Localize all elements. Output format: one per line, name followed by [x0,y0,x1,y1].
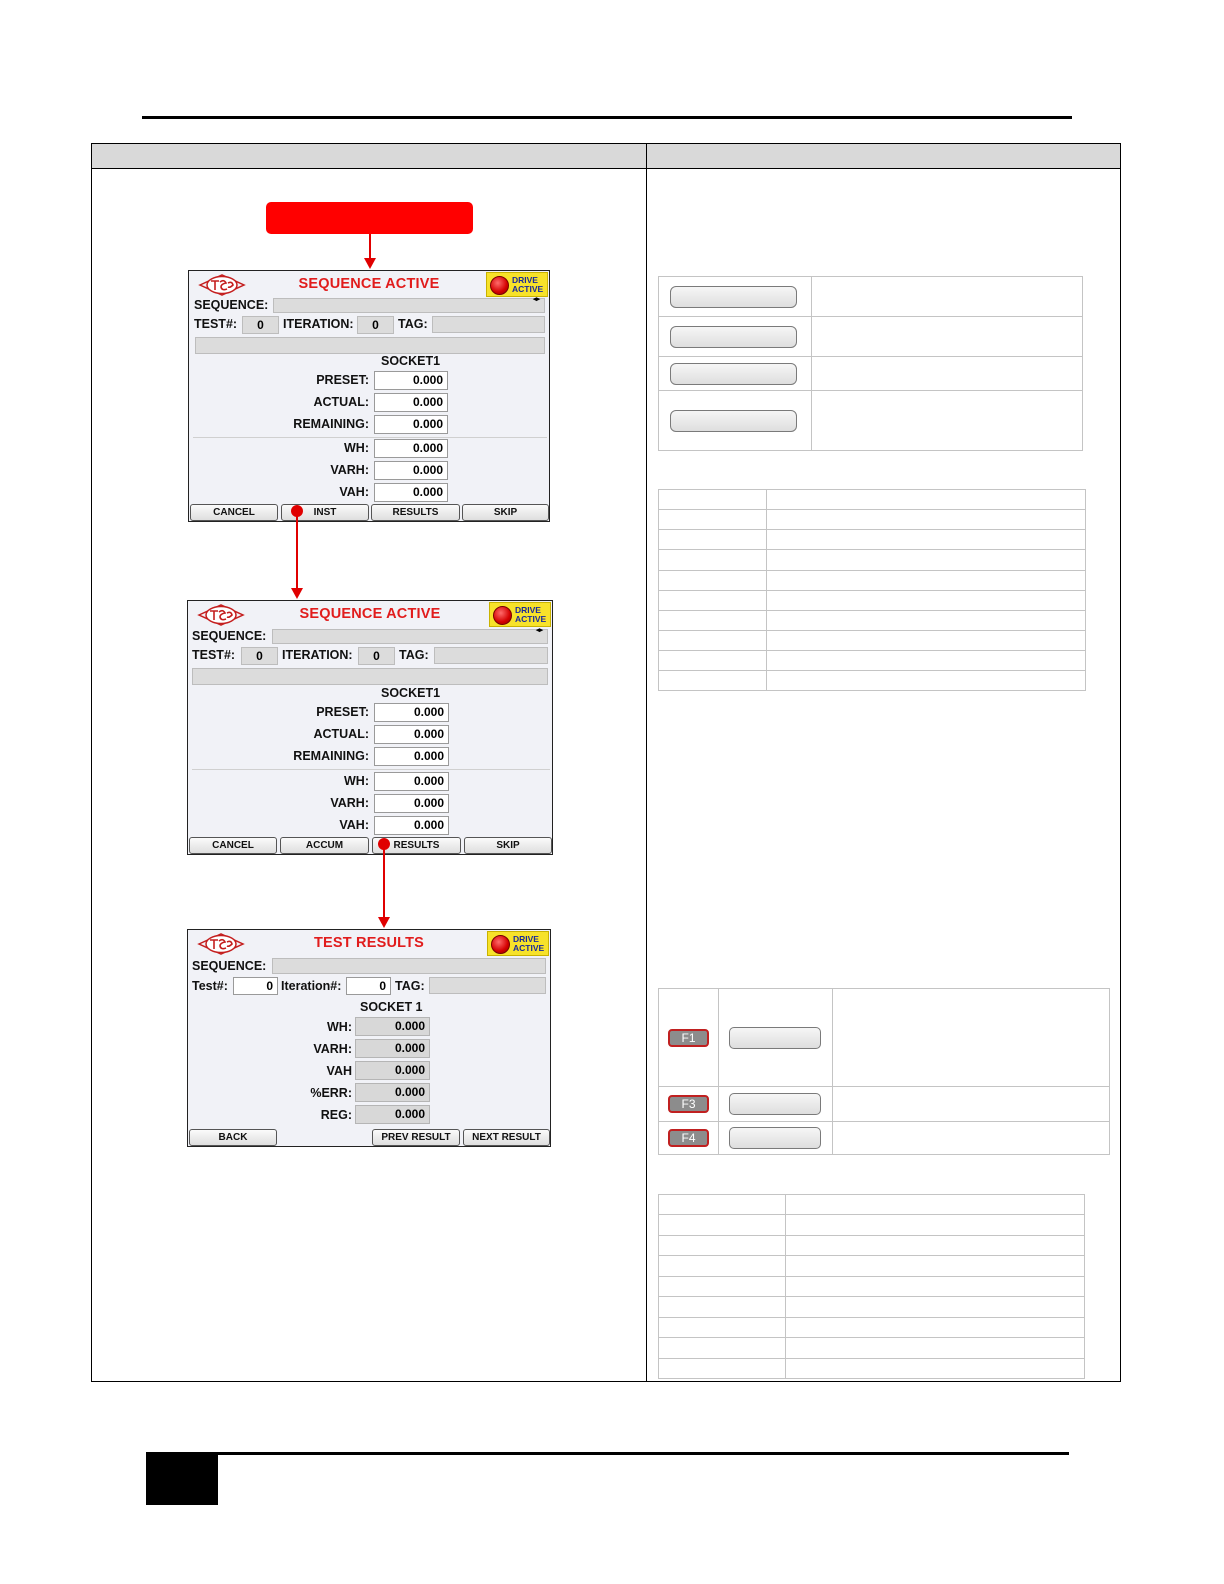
wh-value: 0.000 [355,1017,430,1036]
preset-label: PRESET: [316,373,369,387]
preset-value: 0.000 [374,371,448,390]
remaining-label: REMAINING: [293,749,369,763]
status-bar [192,668,548,685]
accum-button[interactable]: ACCUM [280,837,369,854]
preset-label: PRESET: [316,705,369,719]
soft-key-icon [729,1027,821,1049]
table-row [659,571,1086,591]
screen-title: TEST RESULTS [313,935,425,951]
reg-value: 0.000 [355,1105,430,1124]
drive-led-icon [491,935,510,954]
table-row [659,671,1086,691]
drive-active-indicator [487,931,549,956]
soft-key-icon [670,286,797,308]
table-row [659,530,1086,550]
drive-led-icon [490,276,509,295]
sequence-label: SEQUENCE: [192,629,267,643]
screen-sequence-active-1 [188,270,550,522]
vah-label: VAH: [339,818,369,832]
function-key-table [658,988,1110,1155]
table-row [659,1122,1110,1155]
tag-field [434,647,548,664]
remaining-value: 0.000 [374,415,448,434]
reg-label: REG: [320,1108,352,1122]
varh-value: 0.000 [355,1039,430,1058]
f1-key[interactable]: F1 [668,1029,709,1047]
soft-key-icon [670,410,797,432]
inst-button[interactable]: INST [281,504,369,521]
actual-label: ACTUAL: [313,395,369,409]
wh-value: 0.000 [374,772,449,791]
table-row [659,490,1086,510]
callout-banner [266,202,473,234]
varh-value: 0.000 [374,794,449,813]
footer-rule [146,1452,1069,1455]
sequence-label: SEQUENCE: [192,959,267,973]
actual-value: 0.000 [374,725,449,744]
arrow-head-3 [378,917,390,928]
wh-label: WH: [344,441,369,455]
table-row [659,1318,1085,1338]
table-row [659,1256,1085,1277]
scroll-arrows-icon[interactable]: ◂▸ [536,627,544,634]
field-description-table-2 [658,1194,1085,1379]
iteration-label: ITERATION: [282,648,353,662]
table-row [659,631,1086,651]
sequence-field [272,629,548,644]
wh-label: WH: [344,774,369,788]
vah-label: VAH: [339,485,369,499]
field-description-table-1 [658,489,1086,691]
vah-value: 0.000 [374,483,448,502]
vah-value: 0.000 [355,1061,430,1080]
socket-label: SOCKET1 [381,686,441,700]
drive-active-indicator [489,602,551,627]
actual-value: 0.000 [374,393,448,412]
active-label: ACTIVE [512,284,544,294]
table-row [659,611,1086,631]
remaining-label: REMAINING: [293,417,369,431]
skip-button[interactable]: SKIP [462,504,549,521]
table-row [659,391,1083,451]
cancel-button[interactable]: CANCEL [190,504,278,521]
vah-label: VAH [326,1064,352,1078]
drive-label: DRIVE [512,275,538,285]
percent-error-value: 0.000 [355,1083,430,1102]
tag-label: TAG: [398,317,428,331]
vah-value: 0.000 [374,816,449,835]
screen-title: SEQUENCE ACTIVE [299,606,441,622]
test-number-label: Test#: [192,979,228,993]
table-row [659,1236,1085,1256]
sequence-field [273,298,545,313]
tag-field [429,977,546,994]
table-row [659,1195,1085,1215]
test-number-field: 0 [241,647,278,665]
arrow-line-3 [383,845,385,919]
column-divider [646,143,647,1382]
table-row [659,1297,1085,1318]
results-button[interactable]: RESULTS [372,837,461,854]
varh-label: VARH: [330,796,369,810]
percent-error-label: %ERR: [310,1086,352,1100]
wh-value: 0.000 [374,439,448,458]
drive-label: DRIVE [513,934,539,944]
table-row [659,357,1083,391]
iteration-field: 0 [357,316,394,334]
arrow-head-2 [291,588,303,599]
test-number-label: TEST#: [194,317,238,331]
screen-sequence-active-2 [187,600,553,855]
table-row [659,1087,1110,1122]
section-divider [192,769,550,770]
tag-label: TAG: [395,979,425,993]
button-reference-table [658,276,1083,451]
table-row [659,591,1086,611]
table-row [659,510,1086,530]
active-label: ACTIVE [515,614,547,624]
screen-test-results [187,929,551,1147]
table-row [659,550,1086,571]
soft-key-icon [729,1127,821,1149]
test-number-field: 0 [233,977,278,995]
varh-label: VARH: [313,1042,352,1056]
back-button[interactable]: BACK [189,1129,277,1146]
section-divider [193,437,547,438]
page-number-box [146,1455,218,1505]
arrow-line-1 [369,234,371,260]
table-row [659,1338,1085,1359]
table-header-right [646,143,1121,169]
socket-label: SOCKET1 [381,354,441,368]
table-row [659,651,1086,671]
iteration-label: ITERATION: [283,317,354,331]
preset-value: 0.000 [374,703,449,722]
table-row [659,317,1083,357]
cancel-button[interactable]: CANCEL [189,837,277,854]
results-button[interactable]: RESULTS [371,504,460,521]
actual-label: ACTUAL: [313,727,369,741]
table-row [659,277,1083,317]
tag-field [432,316,545,333]
scroll-arrows-icon[interactable]: ◂▸ [533,296,541,303]
iteration-label: Iteration#: [281,979,342,993]
test-number-label: TEST#: [192,648,236,662]
wh-label: WH: [327,1020,352,1034]
table-row [659,989,1110,1087]
remaining-value: 0.000 [374,747,449,766]
varh-label: VARH: [330,463,369,477]
f4-key[interactable]: F4 [668,1129,709,1147]
iteration-field: 0 [358,647,395,665]
active-label: ACTIVE [513,943,545,953]
prev-result-button[interactable]: PREV RESULT [372,1129,460,1146]
soft-key-icon [670,363,797,385]
drive-led-icon [493,606,512,625]
sequence-field [272,958,546,974]
tag-label: TAG: [399,648,429,662]
sequence-label: SEQUENCE: [194,298,269,312]
soft-key-icon [729,1093,821,1115]
header-rule [142,116,1072,119]
skip-button[interactable]: SKIP [464,837,552,854]
next-result-button[interactable]: NEXT RESULT [463,1129,550,1146]
table-row [659,1359,1085,1379]
screen-title: SEQUENCE ACTIVE [298,276,440,292]
soft-key-icon [670,326,797,348]
status-bar [195,337,545,354]
drive-label: DRIVE [515,605,541,615]
table-row [659,1277,1085,1297]
table-header-left [91,143,647,169]
table-row [659,1215,1085,1236]
socket-label: SOCKET 1 [360,1000,423,1014]
arrow-head-1 [364,258,376,269]
iteration-field: 0 [346,977,391,995]
f3-key[interactable]: F3 [668,1095,709,1113]
varh-value: 0.000 [374,461,448,480]
arrow-line-2 [296,512,298,590]
test-number-field: 0 [242,316,279,334]
drive-active-indicator [486,272,548,297]
